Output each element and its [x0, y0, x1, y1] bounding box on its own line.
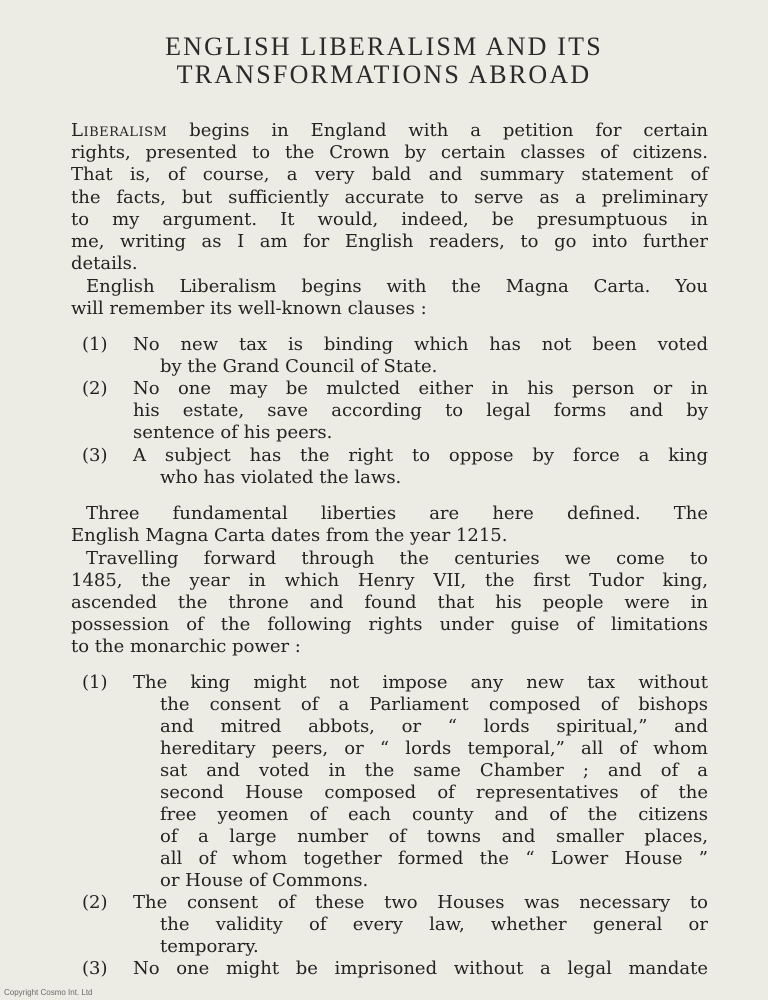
list-item-line: and mitred abbots, or “ lords spiritual,” and	[160, 716, 708, 737]
list-number: (1)	[82, 334, 108, 355]
list-item-line: the consent of a Parliament composed of bishops	[160, 694, 708, 715]
paragraph-1-line: rights, presented to the Crown by certain classes of citizens.	[71, 142, 708, 163]
copyright-footer: Copyright Cosmo Int. Ltd	[4, 988, 93, 997]
list-item-line: free yeomen of each county and of the citizens	[160, 804, 708, 825]
list-item-line: the validity of every law, whether general or	[160, 914, 708, 935]
paragraph-1-line: Liberalism begins in England with a petition for certain	[71, 120, 708, 141]
list-item-line: No one may be mulcted either in his person or in	[133, 378, 708, 399]
paragraph-4-line: possession of the following rights under guise of limitations	[71, 614, 708, 635]
paragraph-4-line: ascended the throne and found that his people were in	[71, 592, 708, 613]
list-item-line: sentence of his peers.	[133, 422, 333, 443]
paragraph-1-line: the facts, but sufficiently accurate to serve as a preliminary	[71, 187, 708, 208]
list-number: (2)	[82, 892, 108, 913]
list-item-line: his estate, save according to legal forms and by	[133, 400, 708, 421]
lead-word: Liberalism	[71, 120, 168, 141]
paragraph-4-line: 1485, the year in which Henry VII, the first Tudor king,	[71, 570, 708, 591]
list-item-line: all of whom together formed the “ Lower House ”	[160, 848, 708, 869]
paragraph-2-line: will remember its well-known clauses :	[71, 298, 427, 319]
list-item-line: No new tax is binding which has not been voted	[133, 334, 708, 355]
list-item-line: hereditary peers, or “ lords temporal,” all of whom	[160, 738, 708, 759]
paragraph-4-line: to the monarchic power :	[71, 636, 301, 657]
paragraph-1-line: That is, of course, a very bald and summary statement of	[71, 164, 708, 185]
list-item-line: of a large number of towns and smaller places,	[160, 826, 708, 847]
paragraph-1-line: to my argument. It would, indeed, be presumptuous in	[71, 209, 708, 230]
list-item-line: by the Grand Council of State.	[160, 356, 438, 377]
paragraph-1-line: details.	[71, 253, 138, 274]
list-item-line: No one might be imprisoned without a legal mandate	[133, 958, 708, 979]
page-title-line1: ENGLISH LIBERALISM AND ITS	[165, 32, 603, 61]
paragraph-1-line: me, writing as I am for English readers, to go into further	[71, 231, 708, 252]
list-item-line: or House of Commons.	[160, 870, 369, 891]
list-item-line: who has violated the laws.	[160, 467, 402, 488]
list-item-line: second House composed of representatives of the	[160, 782, 708, 803]
paragraph-2-line: English Liberalism begins with the Magna Carta. You	[86, 276, 708, 297]
list-number: (3)	[82, 958, 108, 979]
list-item-line: sat and voted in the same Chamber ; and of a	[160, 760, 708, 781]
paragraph-3-line: English Magna Carta dates from the year 1215.	[71, 525, 508, 546]
list-item-line: The consent of these two Houses was necessary to	[133, 892, 708, 913]
list-number: (1)	[82, 672, 108, 693]
paragraph-3-line: Three fundamental liberties are here defined. The	[86, 503, 708, 524]
list-item-line: A subject has the right to oppose by force a king	[133, 445, 708, 466]
paragraph-4-line: Travelling forward through the centuries we come to	[86, 548, 708, 569]
list-item-line: temporary.	[160, 936, 259, 957]
list-number: (2)	[82, 378, 108, 399]
list-number: (3)	[82, 445, 108, 466]
page-title-line2: TRANSFORMATIONS ABROAD	[176, 60, 592, 89]
list-item-line: The king might not impose any new tax without	[133, 672, 708, 693]
